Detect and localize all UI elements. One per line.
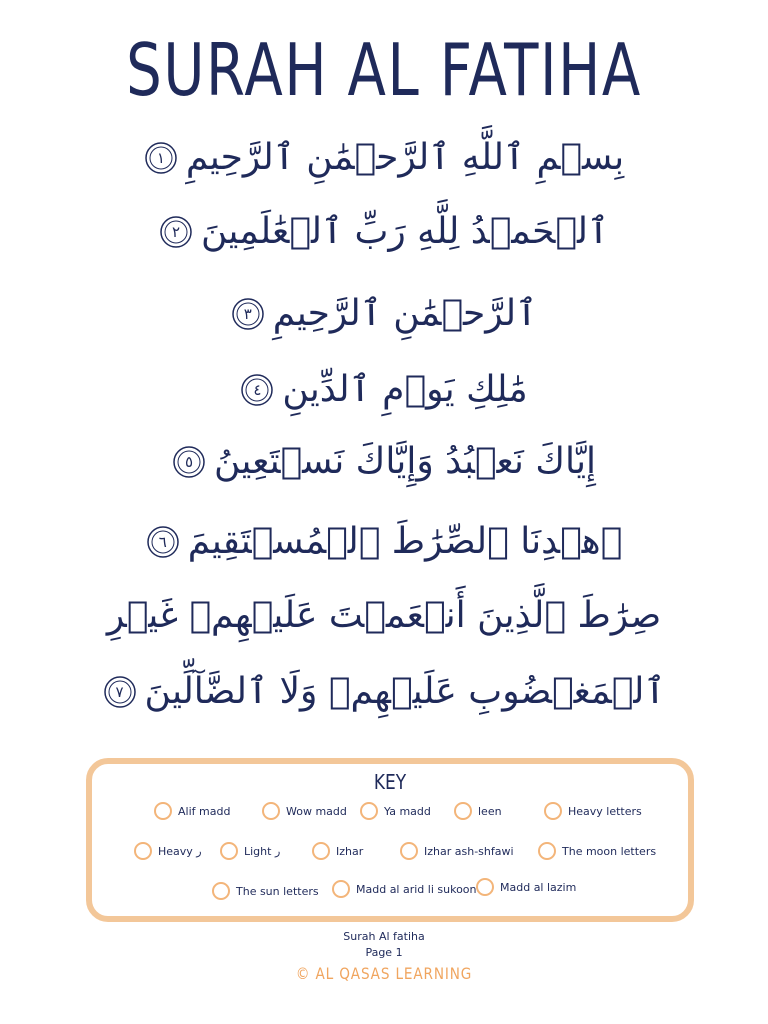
key-item-ya-madd[interactable]: [360, 802, 431, 820]
ayah-number: ٥: [184, 453, 194, 471]
color-circle-icon: [332, 880, 350, 898]
ayah-3: [0, 293, 768, 334]
key-item-heavy-letters[interactable]: [544, 802, 642, 820]
ayah-number-marker-icon: [231, 297, 265, 331]
key-label: Izhar: [336, 844, 364, 858]
key-label: Alif madd: [178, 804, 231, 818]
ayah-7-part-2: [0, 671, 768, 712]
ayah-text: صِرَٰطَ ٱلَّذِينَ أَنۡعَمۡتَ عَلَيۡهِمۡ غَيۡرِ: [106, 595, 662, 636]
page-title: SURAH AL FATIHA: [126, 28, 642, 112]
ayah-text: ٱلرَّحۡمَٰنِ ٱلرَّحِيمِ: [272, 293, 538, 334]
key-label: The sun letters: [236, 884, 319, 898]
key-label: Heavy letters: [568, 804, 642, 818]
key-item-leen[interactable]: [454, 802, 502, 820]
ayah-number: ٢: [171, 223, 181, 241]
color-circle-icon: [220, 842, 238, 860]
key-item-alif-madd[interactable]: [154, 802, 230, 820]
color-circle-icon: [212, 882, 230, 900]
ayah-2: [0, 211, 768, 252]
ayah-number: ٦: [158, 533, 167, 551]
key-label: Madd al lazim: [500, 880, 577, 894]
ayah-number-marker-icon: [172, 445, 206, 479]
key-item-light-ra[interactable]: [220, 842, 280, 860]
color-circle-icon: [544, 802, 562, 820]
key-item-wow-madd[interactable]: [262, 802, 347, 820]
ayah-text: ٱلۡمَغۡضُوبِ عَلَيۡهِمۡ وَلَا ٱلضَّآلِّينَ: [144, 671, 666, 712]
key-item-heavy-ra[interactable]: [134, 842, 202, 860]
color-circle-icon: [538, 842, 556, 860]
key-title: KEY: [373, 770, 407, 794]
key-item-madd-al-lazim[interactable]: [476, 878, 576, 896]
ayah-text: بِسۡمِ ٱللَّهِ ٱلرَّحۡمَٰنِ ٱلرَّحِيمِ: [185, 137, 625, 178]
key-item-izhar[interactable]: [312, 842, 363, 860]
ayah-text: ٱلۡحَمۡدُ لِلَّهِ رَبِّ ٱلۡعَٰلَمِينَ: [200, 211, 610, 252]
key-item-izhar-ash-shfawi[interactable]: [400, 842, 514, 860]
color-circle-icon: [154, 802, 172, 820]
ayah-text: مَٰلِكِ يَوۡمِ ٱلدِّينِ: [282, 369, 528, 410]
ayah-4: [0, 369, 768, 410]
ayah-6: [0, 521, 768, 562]
ayah-number: ٣: [243, 305, 252, 323]
color-circle-icon: [312, 842, 330, 860]
ayah-1: [0, 137, 768, 178]
key-label: Wow madd: [286, 804, 347, 818]
ayah-number: ٧: [115, 683, 124, 701]
key-label: Izhar ash-shfawi: [424, 844, 514, 858]
key-label: leen: [478, 804, 502, 818]
color-circle-icon: [476, 878, 494, 896]
key-label: Ya madd: [384, 804, 431, 818]
key-item-moon-letters[interactable]: [538, 842, 656, 860]
key-box: [86, 758, 694, 922]
key-label: Light ر: [244, 844, 281, 858]
key-label: Heavy ر: [158, 844, 202, 858]
color-circle-icon: [400, 842, 418, 860]
key-label: Madd al arid li sukoon: [356, 882, 477, 896]
footer-page-number: Page 1: [365, 946, 403, 959]
key-item-sun-letters[interactable]: [212, 882, 319, 900]
color-circle-icon: [454, 802, 472, 820]
ayah-number-marker-icon: [146, 525, 180, 559]
color-circle-icon: [360, 802, 378, 820]
ayah-number-marker-icon: [144, 141, 178, 175]
ayah-number: ١: [156, 149, 165, 167]
color-circle-icon: [134, 842, 152, 860]
key-label: The moon letters: [562, 844, 657, 858]
ayah-number-marker-icon: [240, 373, 274, 407]
ayah-number-marker-icon: [103, 675, 137, 709]
key-item-madd-al-arid[interactable]: [332, 880, 477, 898]
ayah-7-part-1: [0, 595, 768, 636]
ayah-text: ٱهۡدِنَا ٱلصِّرَٰطَ ٱلۡمُسۡتَقِيمَ: [187, 521, 623, 562]
ayah-number-marker-icon: [159, 215, 193, 249]
ayah-number: ٤: [253, 381, 262, 399]
brand-credit: © AL QASAS LEARNING: [295, 964, 473, 983]
footer-surah-name: Surah Al fatiha: [343, 930, 425, 943]
ayah-text: إِيَّاكَ نَعۡبُدُ وَإِيَّاكَ نَسۡتَعِينُ: [213, 441, 597, 482]
ayah-5: [0, 441, 768, 482]
color-circle-icon: [262, 802, 280, 820]
